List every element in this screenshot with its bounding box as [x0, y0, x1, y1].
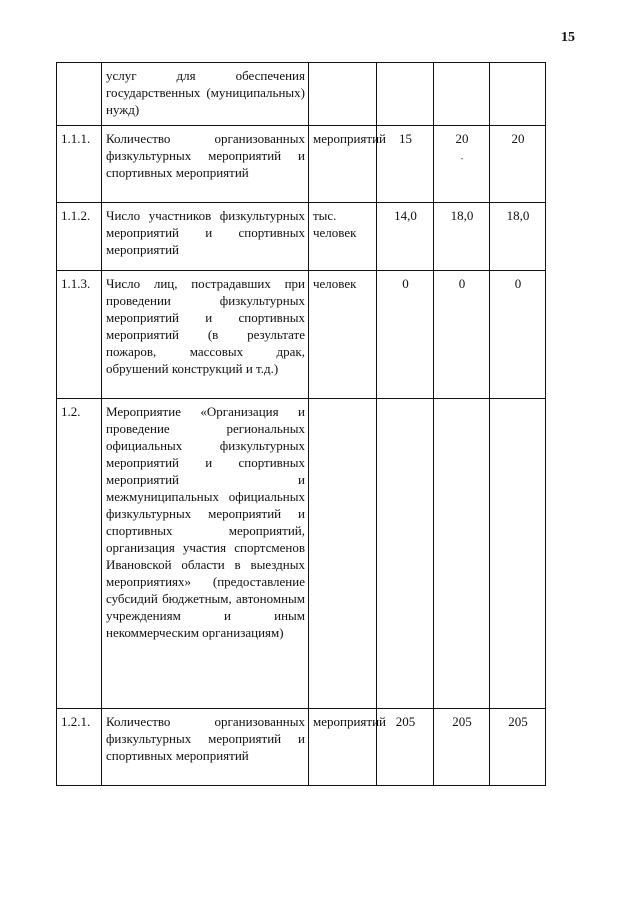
- table-row: [57, 709, 546, 786]
- table-row: [57, 203, 546, 271]
- row-name: Количество организованных физкультурных мероприятий и спортивных мероприятий: [102, 126, 309, 203]
- row-value-3: [490, 63, 546, 126]
- row-name: Мероприятие «Организация и проведение региональных официальных физкультурных мероприятий и спортивных мероприятий и межмуниципальных официальных физкультурных мероприятий и спортивных мероприятий, организация участия спортсменов Ивановской области в выездных мероприятиях» (предоставление субсидий бюджетным, автономным учреждениям и иным некоммерческим организациям): [102, 399, 309, 709]
- row-value-3: 0: [490, 271, 546, 399]
- row-name: Число лиц, пострадавших при проведении физкультурных мероприятий и спортивных мероприятий (в результате пожаров, массовых драк, обрушений конструкций и т.д.): [102, 271, 309, 399]
- row-value-2-cell: [434, 126, 490, 203]
- indicators-table: [56, 62, 546, 786]
- row-value-2: [434, 399, 490, 709]
- row-number: 1.1.1.: [57, 126, 102, 203]
- row-value-1: 0: [377, 271, 434, 399]
- table-row: [57, 126, 546, 203]
- row-value-3: 20: [490, 126, 546, 203]
- row-value-3: 18,0: [490, 203, 546, 271]
- row-number: 1.1.2.: [57, 203, 102, 271]
- row-value-1: 205: [377, 709, 434, 786]
- row-name: Число участников физкультурных мероприятий и спортивных мероприятий: [102, 203, 309, 271]
- row-name: услуг для обеспечения государственных (муниципальных) нужд): [102, 63, 309, 126]
- row-number: 1.1.3.: [57, 271, 102, 399]
- row-value-2: [434, 63, 490, 126]
- row-unit: человек: [309, 271, 377, 399]
- row-unit: мероприятий: [309, 126, 377, 203]
- row-number: [57, 63, 102, 126]
- row-number: 1.2.: [57, 399, 102, 709]
- table-row: [57, 271, 546, 399]
- row-value-2: 0: [434, 271, 490, 399]
- row-value-2: 20: [455, 131, 469, 146]
- row-value-2: 205: [434, 709, 490, 786]
- row-unit: [309, 63, 377, 126]
- row-value-1: [377, 399, 434, 709]
- table-row: [57, 63, 546, 126]
- row-value-3: 205: [490, 709, 546, 786]
- row-unit: тыс. человек: [309, 203, 377, 271]
- table-row: [57, 399, 546, 709]
- stray-mark: -: [460, 153, 464, 163]
- row-value-1: 15: [377, 126, 434, 203]
- row-value-1: [377, 63, 434, 126]
- row-value-1: 14,0: [377, 203, 434, 271]
- row-value-2: 18,0: [434, 203, 490, 271]
- row-unit: мероприятий: [309, 709, 377, 786]
- row-number: 1.2.1.: [57, 709, 102, 786]
- page-number: 15: [561, 30, 575, 45]
- row-name: Количество организованных физкультурных мероприятий и спортивных мероприятий: [102, 709, 309, 786]
- row-unit: [309, 399, 377, 709]
- row-value-3: [490, 399, 546, 709]
